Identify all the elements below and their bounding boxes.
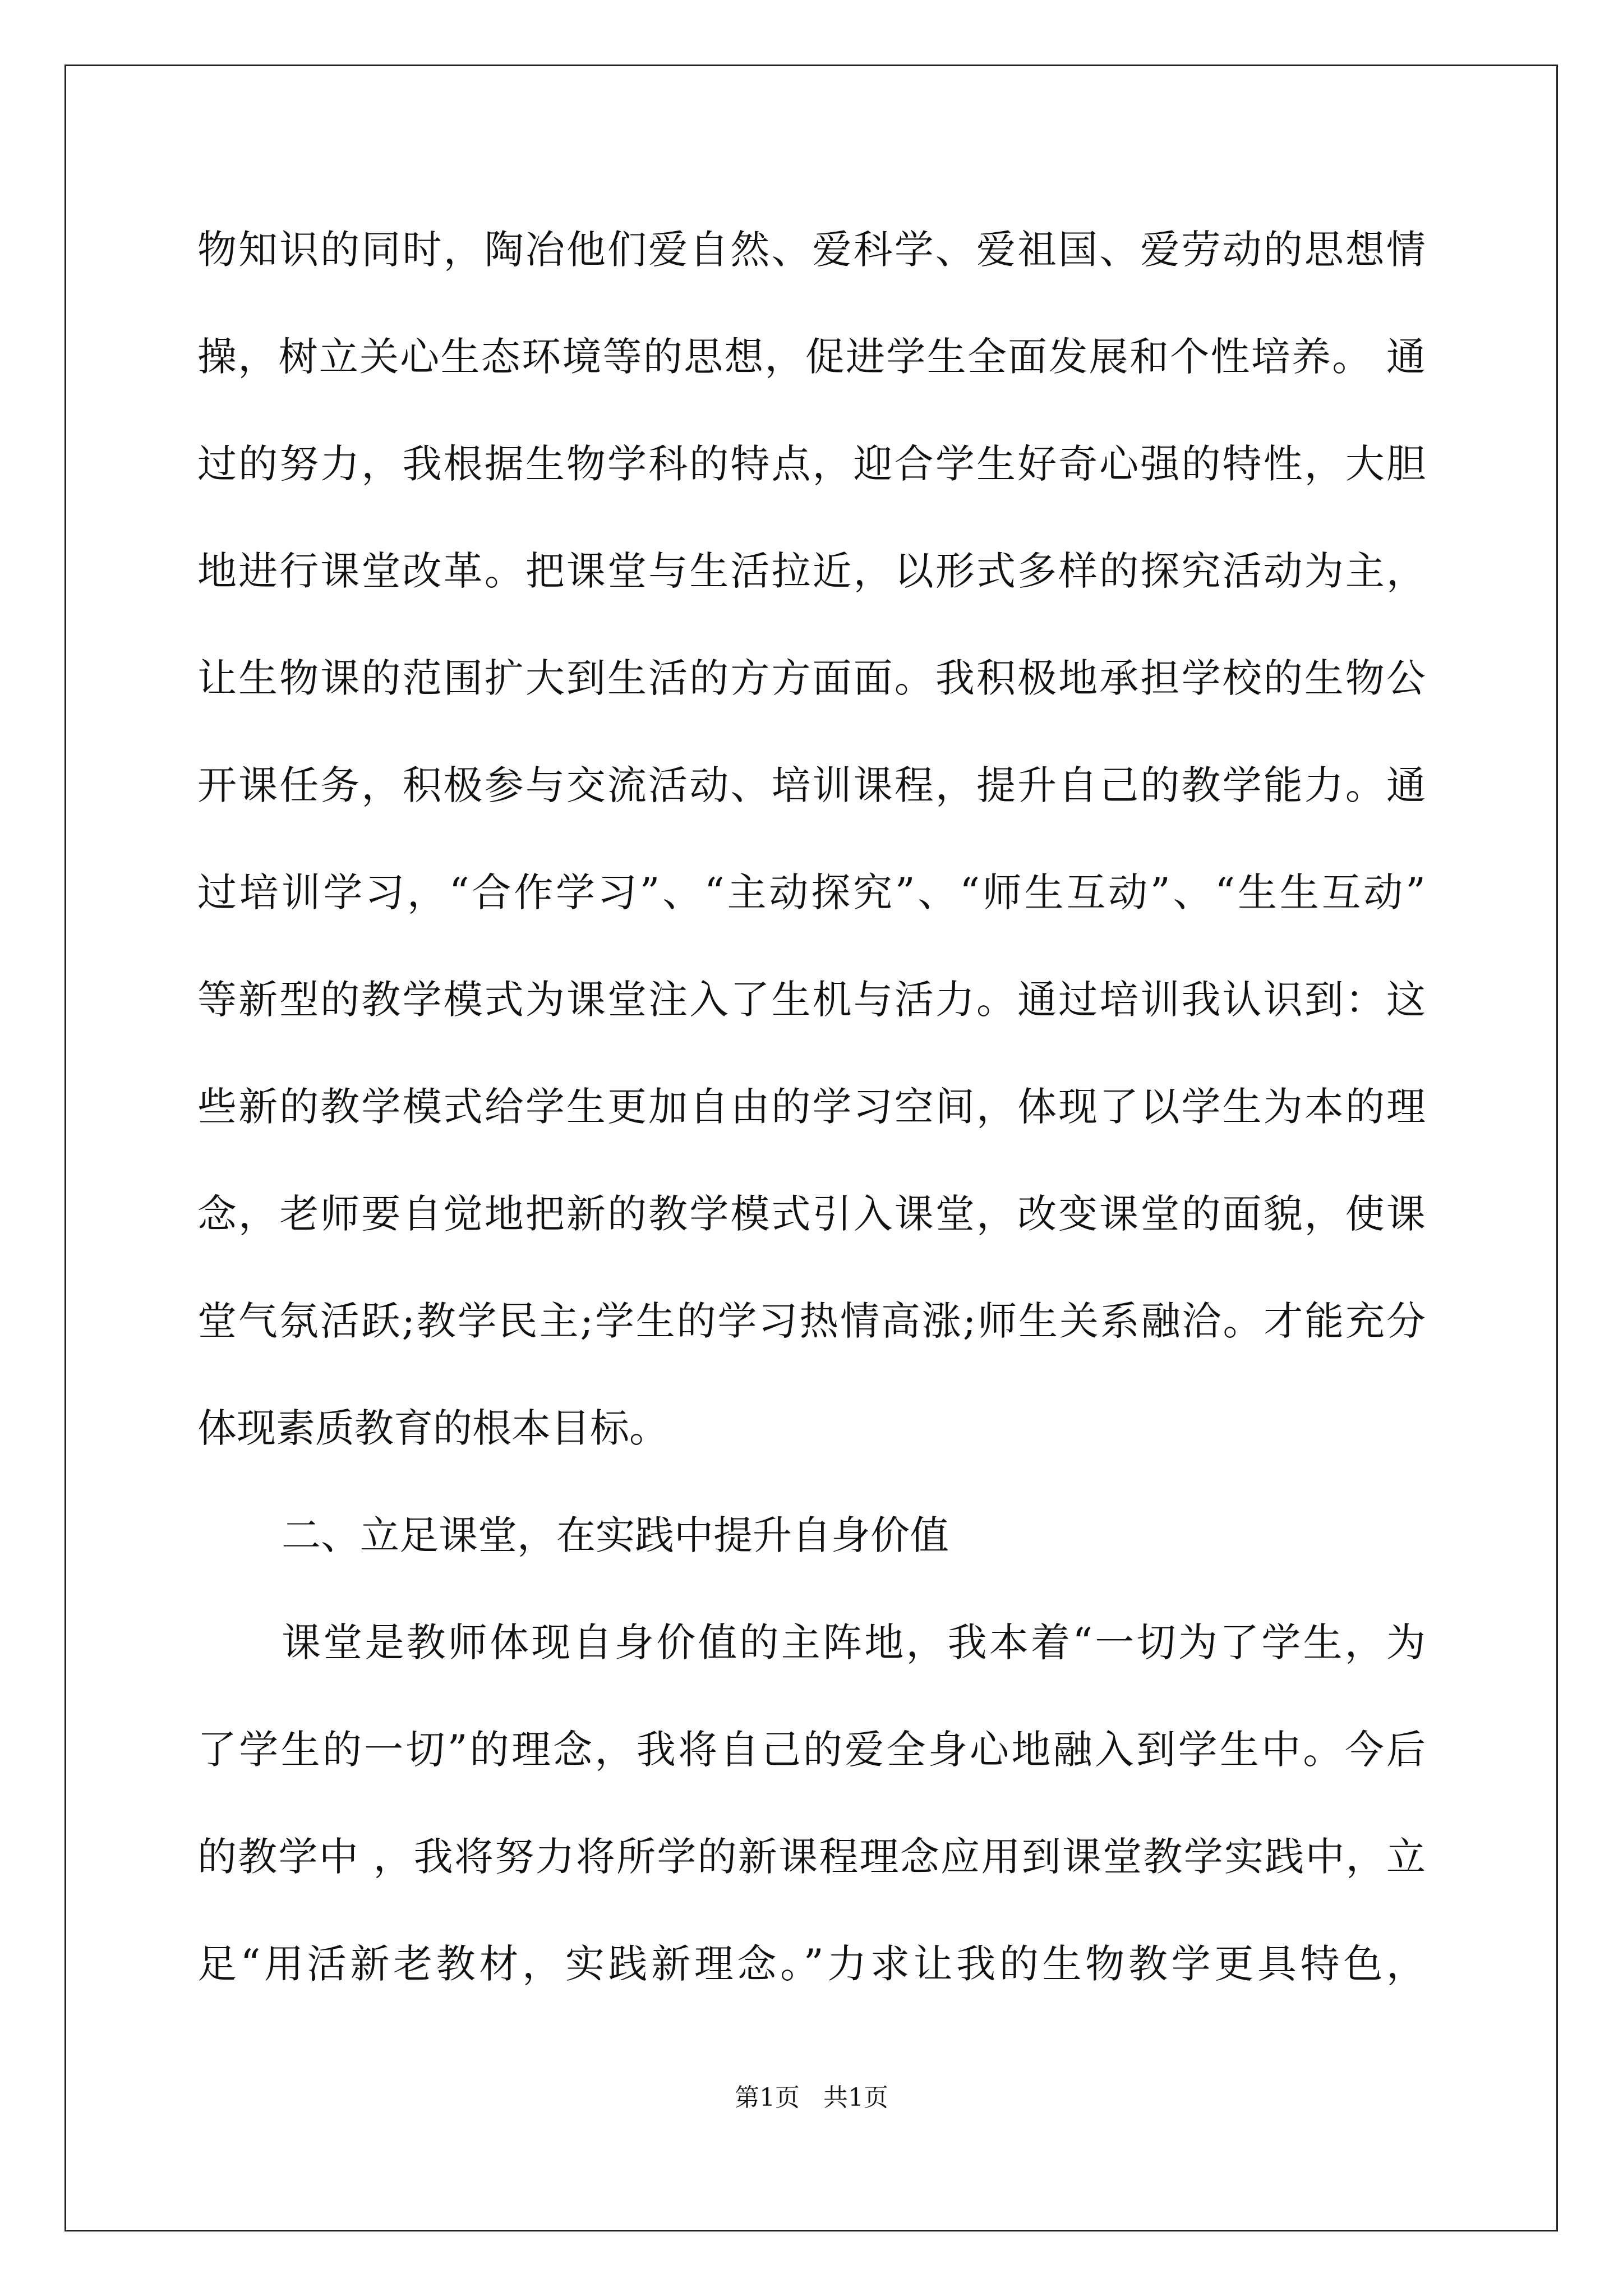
text-line: 过培训学习，“合作学习”、“主动探究”、“师生互动”、“生生互动” <box>197 869 1426 915</box>
text-line: 念，老师要自觉地把新的教学模式引入课堂，改变课堂的面貌，使课 <box>197 1191 1426 1237</box>
text-line: 了学生的一切”的理念，我将自己的爱全身心地融入到学生中。今后 <box>197 1727 1426 1773</box>
text-line: 地进行课堂改革。把课堂与生活拉近，以形式多样的探究活动为主， <box>197 548 1426 594</box>
text-line: 过的努力，我根据生物学科的特点，迎合学生好奇心强的特性，大胆 <box>197 441 1426 487</box>
page-number: 第1页 <box>735 2083 800 2112</box>
text-line: 等新型的教学模式为课堂注入了生机与活力。通过培训我认识到：这 <box>197 977 1426 1023</box>
page-total: 共1页 <box>823 2083 888 2112</box>
text-line: 操，树立关心生态环境等的思想，促进学生全面发展和个性培养。 通 <box>197 334 1426 380</box>
text-line: 课堂是教师体现自身价值的主阵地，我本着“一切为了学生，为 <box>282 1619 1426 1665</box>
document-body <box>197 216 1426 2037</box>
text-line: 足“用活新老教材，实践新理念。”力求让我的生物教学更具特色， <box>197 1941 1426 1987</box>
text-line: 让生物课的范围扩大到生活的方方面面。我积极地承担学校的生物公 <box>197 655 1426 701</box>
page-footer <box>0 2081 1623 2115</box>
section-heading: 二、立足课堂，在实践中提升自身价值 <box>282 1512 949 1558</box>
text-line: 堂气氛活跃;教学民主;学生的学习热情高涨;师生关系融洽。才能充分 <box>197 1298 1426 1344</box>
text-line: 的教学中 ，我将努力将所学的新课程理念应用到课堂教学实践中，立 <box>197 1834 1426 1880</box>
text-line: 体现素质教育的根本目标。 <box>197 1405 668 1451</box>
text-line: 开课任务，积极参与交流活动、培训课程，提升自己的教学能力。通 <box>197 762 1426 808</box>
text-line: 物知识的同时，陶冶他们爱自然、爱科学、爱祖国、爱劳动的思想情 <box>197 227 1426 273</box>
text-line: 些新的教学模式给学生更加自由的学习空间，体现了以学生为本的理 <box>197 1084 1426 1130</box>
